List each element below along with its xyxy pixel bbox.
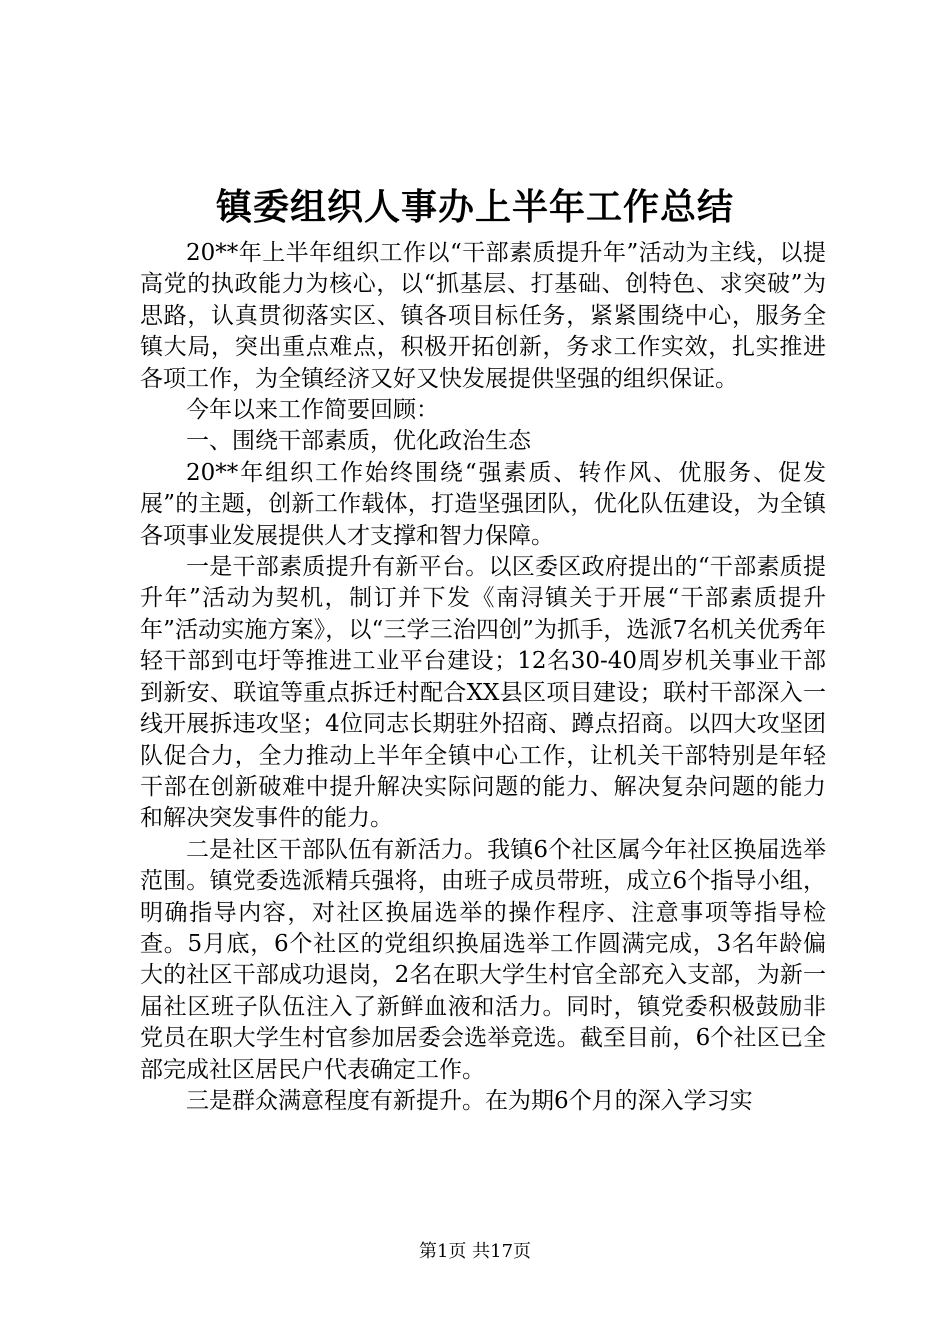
paragraph-review-heading: 今年以来工作简要回顾： — [186, 397, 439, 424]
section-heading-1: 一、围绕干部素质，优化政治生态 — [186, 428, 531, 455]
paragraph-point-3: 三是群众满意程度有新提升。在为期6个月的深入学习实 — [186, 1087, 753, 1114]
paragraph-intro: 20**年上半年组织工作以“干部素质提升年”活动为主线，以提高党的执政能力为核心，以“抓基层、打基础、创特色、求突破”为思路，认真贯彻落实区、镇各项目标任务，紧紧围绕中心，服务全镇大局，突出重点难点，积极开拓创新，务求工作实效，扎实推进各项工作，为全镇经济又好又快发展提供坚强的组织保证。 — [140, 240, 826, 392]
document-body — [140, 238, 826, 1117]
page-number-footer: 第1页 共17页 — [418, 1241, 532, 1262]
paragraph-point-2: 二是社区干部队伍有新活力。我镇6个社区属今年社区换届选举范围。镇党委选派精兵强将，由班子成员带班，成立6个指导小组，明确指导内容，对社区换届选举的操作程序、注意事项等指导检查。5月底，6个社区的党组织换届选举工作圆满完成，3名年龄偏大的社区干部成功退岗，2名在职大学生村官全部充入支部，为新一届社区班子队伍注入了新鲜血液和活力。同时，镇党委积极鼓励非党员在职大学生村官参加居委会选举竞选。截至目前，6个社区已全部完成社区居民户代表确定工作。 — [140, 836, 826, 1083]
paragraph-section-1-summary: 20**年组织工作始终围绕“强素质、转作风、优服务、促发展”的主题，创新工作载体，打造坚强团队，优化队伍建设，为全镇各项事业发展提供人才支撑和智力保障。 — [140, 459, 826, 549]
document-title: 镇委组织人事办上半年工作总结 — [215, 186, 734, 228]
paragraph-point-1: 一是干部素质提升有新平台。以区委区政府提出的“干部素质提升年”活动为契机，制订并下发《南浔镇关于开展“干部素质提升年”活动实施方案》，以“三学三治四创”为抓手，选派7名机关优秀年轻干部到屯圩等推进工业平台建设；12名30-40周岁机关事业干部到新安、联谊等重点拆迁村配合XX县区项目建设；联村干部深入一线开展拆违攻坚；4位同志长期驻外招商、蹲点招商。以四大攻坚团队促合力，全力推动上半年全镇中心工作，让机关干部特别是年轻干部在创新破难中提升解决实际问题的能力、解决复杂问题的能力和解决突发事件的能力。 — [140, 554, 826, 832]
